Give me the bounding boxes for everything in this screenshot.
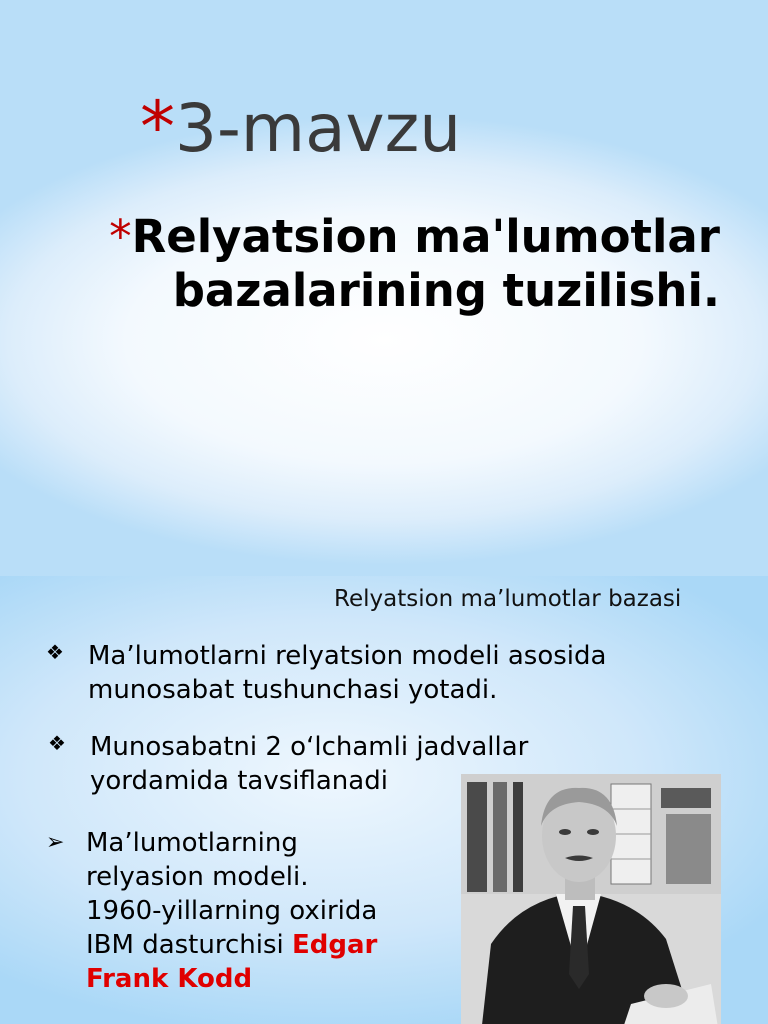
asterisk-icon: * — [109, 210, 132, 263]
bullet-text — [86, 826, 386, 996]
portrait-photo — [461, 774, 721, 1024]
slide-title — [80, 210, 720, 318]
diamond-bullet-icon: ❖ — [46, 640, 64, 664]
topic-heading — [140, 86, 462, 168]
bullet-text-body: Ma’lumotlarning relyasion modeli. 1960-yillarning oxirida IBM dasturchisi — [86, 828, 378, 960]
bullet-text: Munosabatni 2 o‘lchamli jadvallar yordamida tavsiflanadi — [90, 732, 529, 796]
slide-title-text: Relyatsion ma'lumotlar bazalarining tuzilishi. — [131, 210, 720, 317]
arrow-bullet-icon: ➢ — [46, 830, 65, 855]
portrait-photo-icon — [461, 774, 721, 1024]
asterisk-icon: * — [140, 86, 175, 168]
diamond-bullet-icon: ❖ — [48, 731, 66, 755]
topic-label: 3-mavzu — [175, 90, 462, 167]
bullet-text: Ma’lumotlarni relyatsion modeli asosida munosabat tushunchasi yotadi. — [88, 641, 607, 705]
content-heading: Relyatsion ma’lumotlar bazasi — [334, 586, 682, 612]
content-slide — [0, 576, 768, 1024]
highlighted-name: Edgar Frank Kodd — [86, 930, 378, 994]
